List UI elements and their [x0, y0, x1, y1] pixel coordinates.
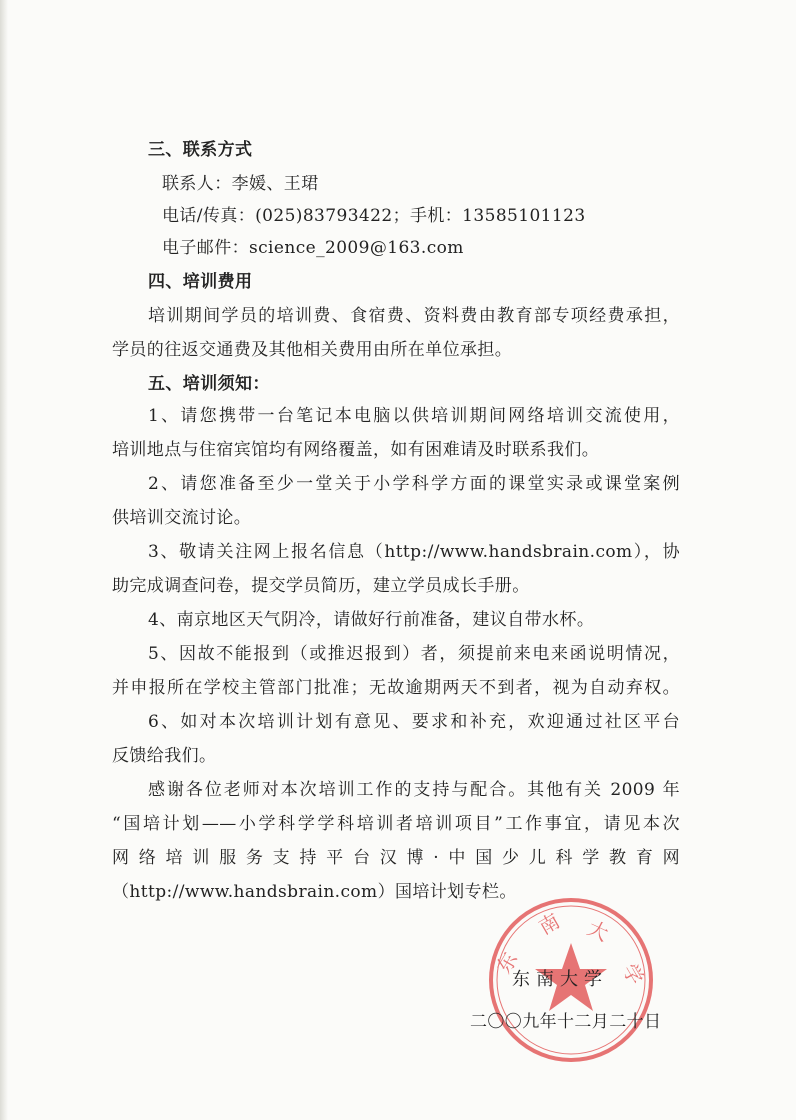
thanks-paragraph-line: 网络培训服务支持平台汉博·中国少儿科学教育网 — [112, 848, 680, 868]
notice-item-2-line: 供培训交流讨论。 — [112, 508, 252, 528]
fee-heading: 四、培训费用 — [148, 272, 253, 292]
notice-item-3-line: 助完成调查问卷，提交学员简历，建立学员成长手册。 — [112, 576, 530, 596]
thanks-paragraph-line: （http://www.handsbrain.com）国培计划专栏。 — [112, 882, 517, 902]
fee-paragraph-line: 培训期间学员的培训费、食宿费、资料费由教育部专项经费承担， — [148, 306, 680, 326]
notice-item-6-line: 6、如对本次培训计划有意见、要求和补充，欢迎通过社区平台 — [148, 712, 680, 732]
contact-heading: 三、联系方式 — [148, 140, 253, 160]
contact-email: 电子邮件：science_2009@163.com — [162, 238, 464, 258]
notice-item-5-line: 并申报所在学校主管部门批准；无故逾期两天不到者，视为自动弃权。 — [112, 678, 680, 698]
notice-heading: 五、培训须知： — [148, 374, 270, 394]
svg-text:东: 东 — [491, 948, 523, 978]
contact-phone: 电话/传真：(025)83793422；手机：13585101123 — [162, 206, 586, 226]
scan-edge-shadow — [0, 0, 8, 1120]
svg-text:大: 大 — [583, 915, 613, 946]
svg-text:南: 南 — [534, 908, 564, 940]
notice-item-2-line: 2、请您准备至少一堂关于小学科学方面的课堂实录或课堂案例 — [148, 474, 680, 494]
notice-item-1-line: 培训地点与住宿宾馆均有网络覆盖，如有困难请及时联系我们。 — [112, 440, 600, 460]
notice-item-1-line: 1、请您携带一台笔记本电脑以供培训期间网络培训交流使用， — [148, 406, 680, 426]
contact-person: 联系人：李媛、王珺 — [162, 174, 319, 194]
notice-item-3-line: 3、敬请关注网上报名信息（http://www.handsbrain.com），协 — [148, 542, 680, 562]
fee-paragraph-line: 学员的往返交通费及其他相关费用由所在单位承担。 — [112, 340, 513, 360]
signature-date: 二〇〇九年十二月二十日 — [470, 1012, 662, 1032]
notice-item-5-line: 5、因故不能报到（或推迟报到）者，须提前来电来函说明情况， — [148, 644, 680, 664]
svg-text:学: 学 — [617, 959, 649, 989]
thanks-paragraph-line: 感谢各位老师对本次培训工作的支持与配合。其他有关 2009 年 — [148, 780, 680, 800]
notice-item-6-line: 反馈给我们。 — [112, 746, 217, 766]
signature-org: 东南大学 — [512, 969, 608, 990]
notice-item-4-line: 4、南京地区天气阴冷，请做好行前准备，建议自带水杯。 — [148, 610, 595, 630]
thanks-paragraph-line: “国培计划——小学科学学科培训者培训项目”工作事宜，请见本次 — [112, 814, 680, 834]
